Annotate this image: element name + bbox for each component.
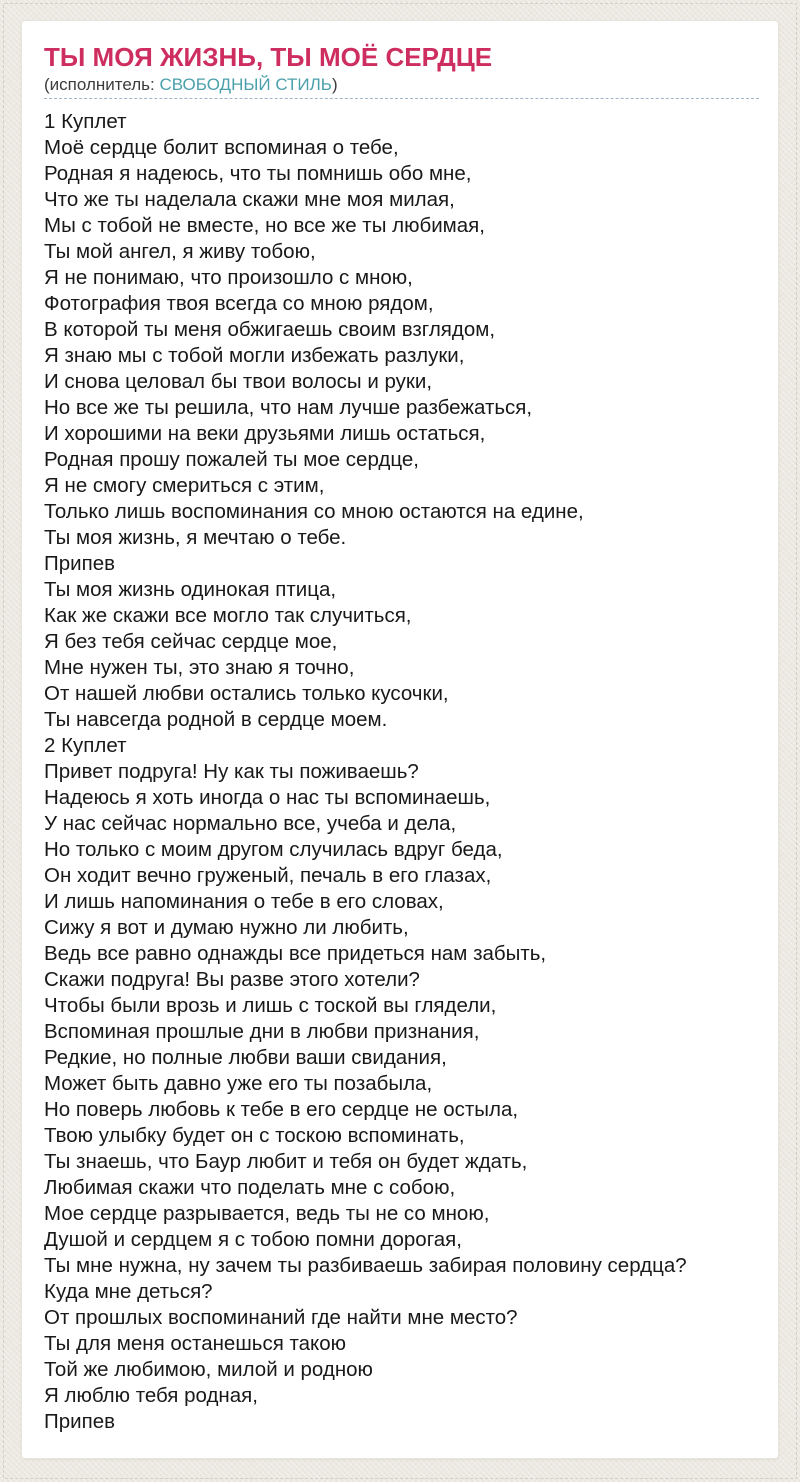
lyric-line: Привет подруга! Ну как ты поживаешь? (44, 760, 419, 783)
lyric-line: Душой и сердцем я с тобою помни дорогая, (44, 1228, 462, 1251)
lyric-line: От прошлых воспоминаний где найти мне место? (44, 1306, 518, 1329)
lyric-line: Редкие, но полные любви ваши свидания, (44, 1046, 447, 1069)
lyric-line: Но поверь любовь к тебе в его сердце не остыла, (44, 1098, 519, 1121)
lyric-line: Я без тебя сейчас сердце мое, (44, 630, 338, 653)
song-card (21, 20, 779, 1459)
artist-label: (исполнитель: (44, 75, 160, 94)
lyric-line: 2 Куплет (44, 734, 127, 757)
lyric-line: Припев (44, 552, 115, 575)
lyric-line: Сижу я вот и думаю нужно ли любить, (44, 916, 409, 939)
lyric-line: Может быть давно уже его ты позабыла, (44, 1072, 433, 1095)
lyric-line: От нашей любви остались только кусочки, (44, 682, 449, 705)
lyric-line: Скажи подруга! Вы разве этого хотели? (44, 968, 420, 991)
lyric-line: У нас сейчас нормально все, учеба и дела, (44, 812, 457, 835)
lyric-line: Любимая скажи что поделать мне с собою, (44, 1176, 456, 1199)
lyric-line: В которой ты меня обжигаешь своим взглядом, (44, 318, 496, 341)
lyric-line: Но все же ты решила, что нам лучше разбежаться, (44, 396, 533, 419)
lyric-line: Я люблю тебя родная, (44, 1384, 258, 1407)
lyric-line: Припев (44, 1410, 115, 1433)
artist-link[interactable]: СВОБОДНЫЙ СТИЛЬ (159, 75, 332, 94)
lyric-line: И хорошими на веки друзьями лишь остаться, (44, 422, 486, 445)
lyric-line: Куда мне деться? (44, 1280, 213, 1303)
lyric-line: Он ходит вечно груженый, печаль в его глазах, (44, 864, 492, 887)
lyric-line: Фотография твоя всегда со мною рядом, (44, 292, 434, 315)
lyric-line: Родная я надеюсь, что ты помнишь обо мне, (44, 162, 472, 185)
lyric-line: Мне нужен ты, это знаю я точно, (44, 656, 355, 679)
lyric-line: Ты знаешь, что Баур любит и тебя он будет ждать, (44, 1150, 528, 1173)
lyrics-text (44, 109, 759, 1435)
lyric-line: Чтобы были врозь и лишь с тоской вы глядели, (44, 994, 497, 1017)
lyric-line: Ведь все равно однажды все придеться нам забыть, (44, 942, 547, 965)
lyric-line: Той же любимою, милой и родною (44, 1358, 373, 1381)
lyric-line: Только лишь воспоминания со мною остаются на едине, (44, 500, 584, 523)
lyric-line: Ты мне нужна, ну зачем ты разбиваешь забирая половину сердца? (44, 1254, 687, 1277)
lyric-line: Я не смогу смериться с этим, (44, 474, 325, 497)
lyric-line: И снова целовал бы твои волосы и руки, (44, 370, 433, 393)
lyric-line: Ты навсегда родной в сердце моем. (44, 708, 388, 731)
song-title: ТЫ МОЯ ЖИЗНЬ, ТЫ МОЁ СЕРДЦЕ (44, 42, 493, 72)
lyric-line: Мое сердце разрывается, ведь ты не со мною, (44, 1202, 490, 1225)
lyric-line: Моё сердце болит вспоминая о тебе, (44, 136, 399, 159)
artist-line (44, 74, 759, 99)
lyric-line: Вспоминая прошлые дни в любви признания, (44, 1020, 480, 1043)
lyric-line: Родная прошу пожалей ты мое сердце, (44, 448, 419, 471)
lyric-line: Как же скажи все могло так случиться, (44, 604, 412, 627)
lyric-line: Твою улыбку будет он с тоскою вспоминать, (44, 1124, 465, 1147)
artist-close-paren: ) (331, 75, 338, 94)
lyric-line: 1 Куплет (44, 110, 127, 133)
lyric-line: Ты для меня останешься такою (44, 1332, 347, 1355)
lyric-line: Надеюсь я хоть иногда о нас ты вспоминаешь, (44, 786, 491, 809)
lyric-line: Что же ты наделала скажи мне моя милая, (44, 188, 455, 211)
lyric-line: Ты моя жизнь одинокая птица, (44, 578, 337, 601)
lyric-line: Ты моя жизнь, я мечтаю о тебе. (44, 526, 347, 549)
lyric-line: Ты мой ангел, я живу тобою, (44, 240, 316, 263)
lyric-line: Я знаю мы с тобой могли избежать разлуки, (44, 344, 465, 367)
lyric-line: И лишь напоминания о тебе в его словах, (44, 890, 444, 913)
lyric-line: Мы с тобой не вместе, но все же ты любимая, (44, 214, 485, 237)
lyric-line: Я не понимаю, что произошло с мною, (44, 266, 413, 289)
lyric-line: Но только с моим другом случилась вдруг беда, (44, 838, 503, 861)
